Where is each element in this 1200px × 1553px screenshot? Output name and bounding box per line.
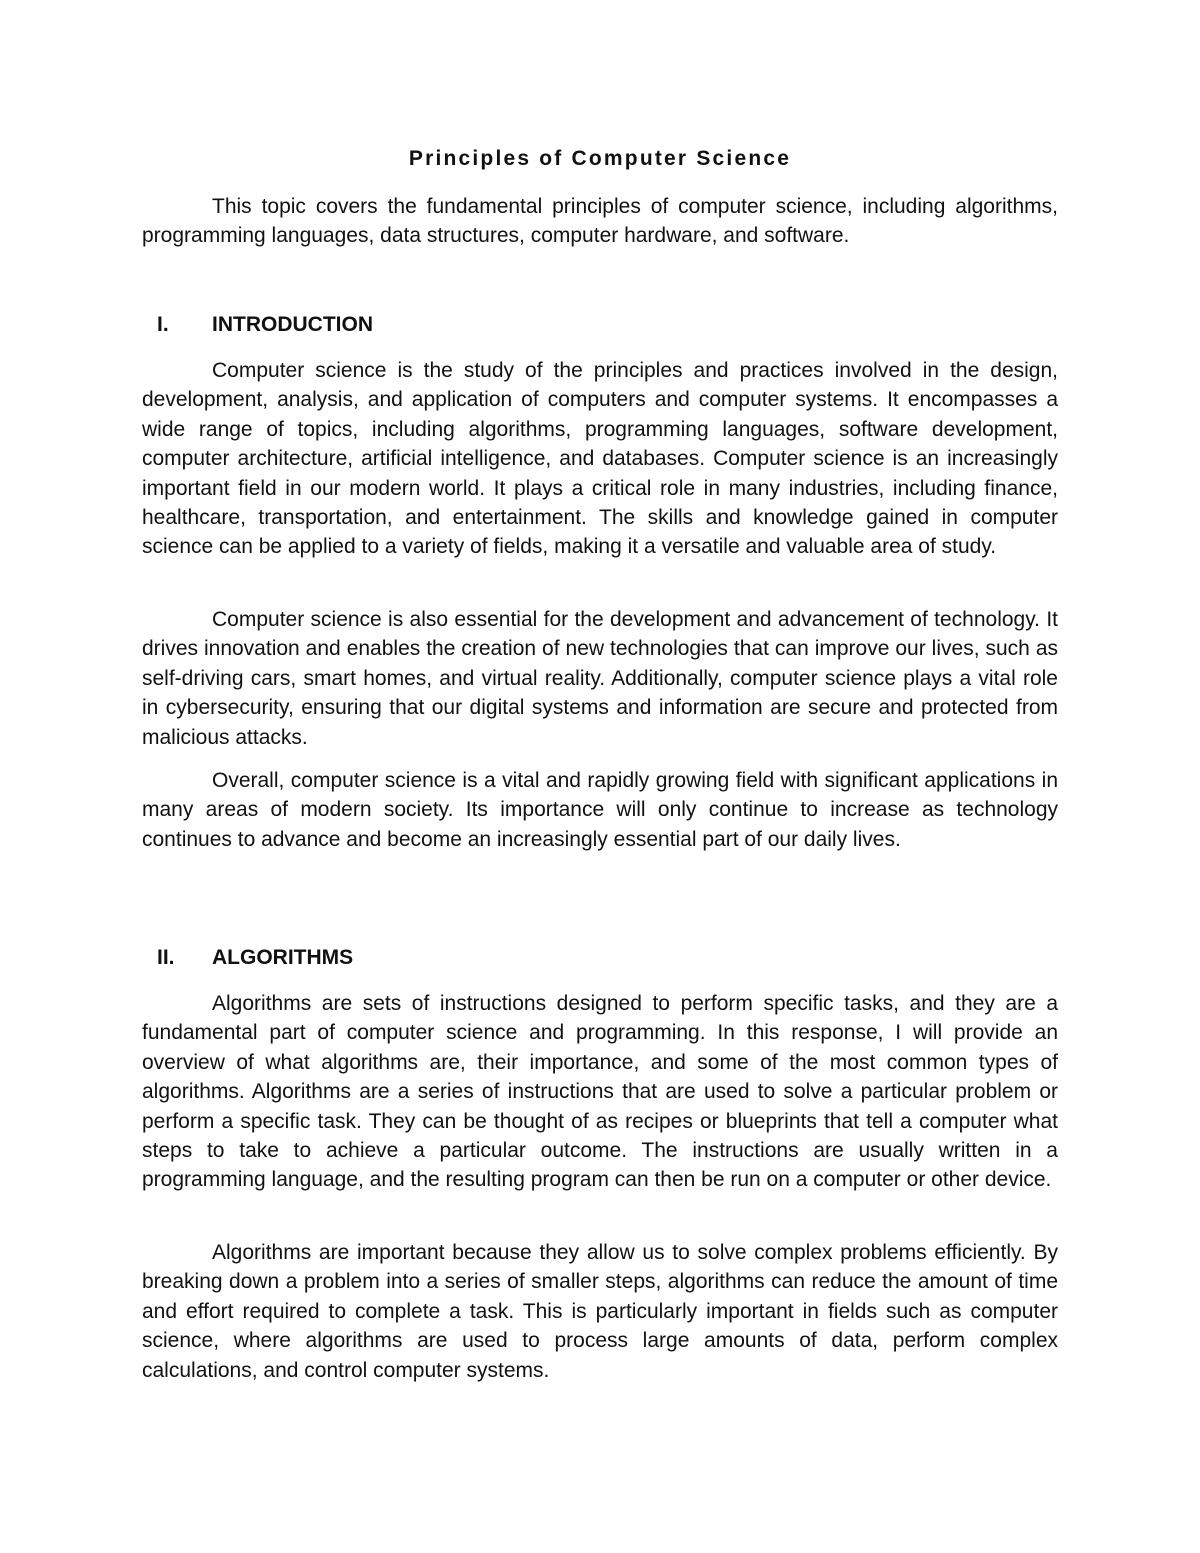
intro-paragraph: This topic covers the fundamental principles of computer science, including algorithms, programming languages, data structures, computer hardware, and software. (142, 195, 1058, 248)
section-title: INTRODUCTION (212, 313, 373, 336)
introduction-paragraph: Computer science is the study of the principles and practices involved in the design, development, analysis, and application of computers and computer systems. It encompasses a wide range of topics, including algorithms, programming languages, software development, computer architecture, artificial intelligence, and databases. Computer science is an increasingly important field in our modern world. It plays a critical role in many industries, including finance, healthcare, transportation, and entertainment. The skills and knowledge gained in computer science can be applied to a variety of fields, making it a versatile and valuable area of study. (142, 359, 1058, 559)
section-number: II. (157, 946, 175, 969)
algorithms-paragraph: Algorithms are sets of instructions designed to perform specific tasks, and they are a fundamental part of computer science and programming. In this response, I will provide an overview of what algorithms are, their importance, and some of the most common types of algorithms. Algorithms are a series of instructions that are used to solve a particular problem or perform a specific task. They can be thought of as recipes or blueprints that tell a computer what steps to take to achieve a particular outcome. The instructions are usually written in a programming language, and the resulting program can then be run on a computer or other device. (142, 992, 1058, 1192)
introduction-paragraph: Overall, computer science is a vital and rapidly growing field with significant applications in many areas of modern society. Its importance will only continue to increase as technology continues to advance and become an increasingly essential part of our daily lives. (142, 769, 1058, 851)
algorithms-paragraph: Algorithms are important because they allow us to solve complex problems efficiently. By breaking down a problem into a series of smaller steps, algorithms can reduce the amount of time and effort required to complete a task. This is particularly important in fields such as computer science, where algorithms are used to process large amounts of data, perform complex calculations, and control computer systems. (142, 1241, 1058, 1382)
document-title: Principles of Computer Science (408, 147, 792, 170)
section-heading-introduction (157, 311, 373, 339)
section-heading-algorithms (157, 944, 353, 972)
section-number: I. (157, 313, 169, 336)
section-title: ALGORITHMS (212, 946, 354, 969)
introduction-paragraph: Computer science is also essential for the development and advancement of technology. It drives innovation and enables the creation of new technologies that can improve our lives, such as self-driving cars, smart homes, and virtual reality. Additionally, computer science plays a vital role in cybersecurity, ensuring that our digital systems and information are secure and protected from malicious attacks. (142, 608, 1058, 749)
